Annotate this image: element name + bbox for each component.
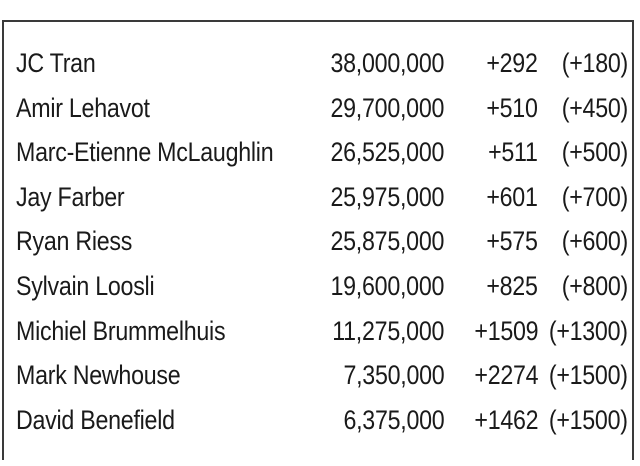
previous-odds: (+600) — [561, 226, 628, 257]
chip-count: 38,000,000 — [330, 48, 444, 78]
chip-count: 7,350,000 — [343, 360, 444, 391]
table-row — [16, 264, 628, 309]
current-odds: +292 — [486, 48, 538, 78]
previous-odds: (+1500) — [549, 360, 628, 391]
table-row — [16, 130, 628, 175]
table-row — [16, 353, 628, 398]
current-odds: +825 — [486, 270, 538, 301]
player-name: Ryan Riess — [16, 226, 133, 257]
previous-odds: (+1300) — [549, 315, 628, 346]
player-name: Sylvain Loosli — [16, 270, 155, 301]
current-odds: +575 — [486, 226, 538, 257]
player-name: Mark Newhouse — [16, 360, 181, 391]
player-name: David Benefield — [16, 404, 175, 435]
chip-count: 26,525,000 — [330, 137, 444, 168]
current-odds: +601 — [486, 181, 538, 212]
player-name: JC Tran — [16, 48, 96, 78]
current-odds: +510 — [486, 92, 538, 123]
chip-count: 6,375,000 — [343, 404, 444, 435]
chip-count: 11,275,000 — [332, 315, 444, 346]
current-odds: +511 — [488, 137, 538, 168]
player-name: Jay Farber — [16, 181, 125, 212]
previous-odds: (+1500) — [549, 404, 628, 435]
chip-count: 29,700,000 — [330, 92, 444, 123]
current-odds: +1509 — [474, 315, 538, 346]
chip-count-table — [16, 41, 628, 442]
current-odds: +1462 — [474, 404, 538, 435]
table-row — [16, 175, 628, 220]
table-row — [16, 41, 628, 86]
table-row — [16, 86, 628, 131]
previous-odds: (+500) — [561, 137, 628, 168]
current-odds: +2274 — [474, 360, 538, 391]
chip-count: 19,600,000 — [330, 270, 444, 301]
player-name: Michiel Brummelhuis — [16, 315, 226, 346]
table-row — [16, 398, 628, 443]
previous-odds: (+700) — [561, 181, 628, 212]
previous-odds: (+800) — [561, 270, 628, 301]
chip-count: 25,875,000 — [330, 226, 444, 257]
previous-odds: (+180) — [561, 48, 628, 78]
table-row — [16, 219, 628, 264]
player-name: Marc-Etienne McLaughlin — [16, 137, 274, 168]
table-row — [16, 309, 628, 354]
previous-odds: (+450) — [561, 92, 628, 123]
player-name: Amir Lehavot — [16, 92, 150, 123]
chip-count: 25,975,000 — [330, 181, 444, 212]
